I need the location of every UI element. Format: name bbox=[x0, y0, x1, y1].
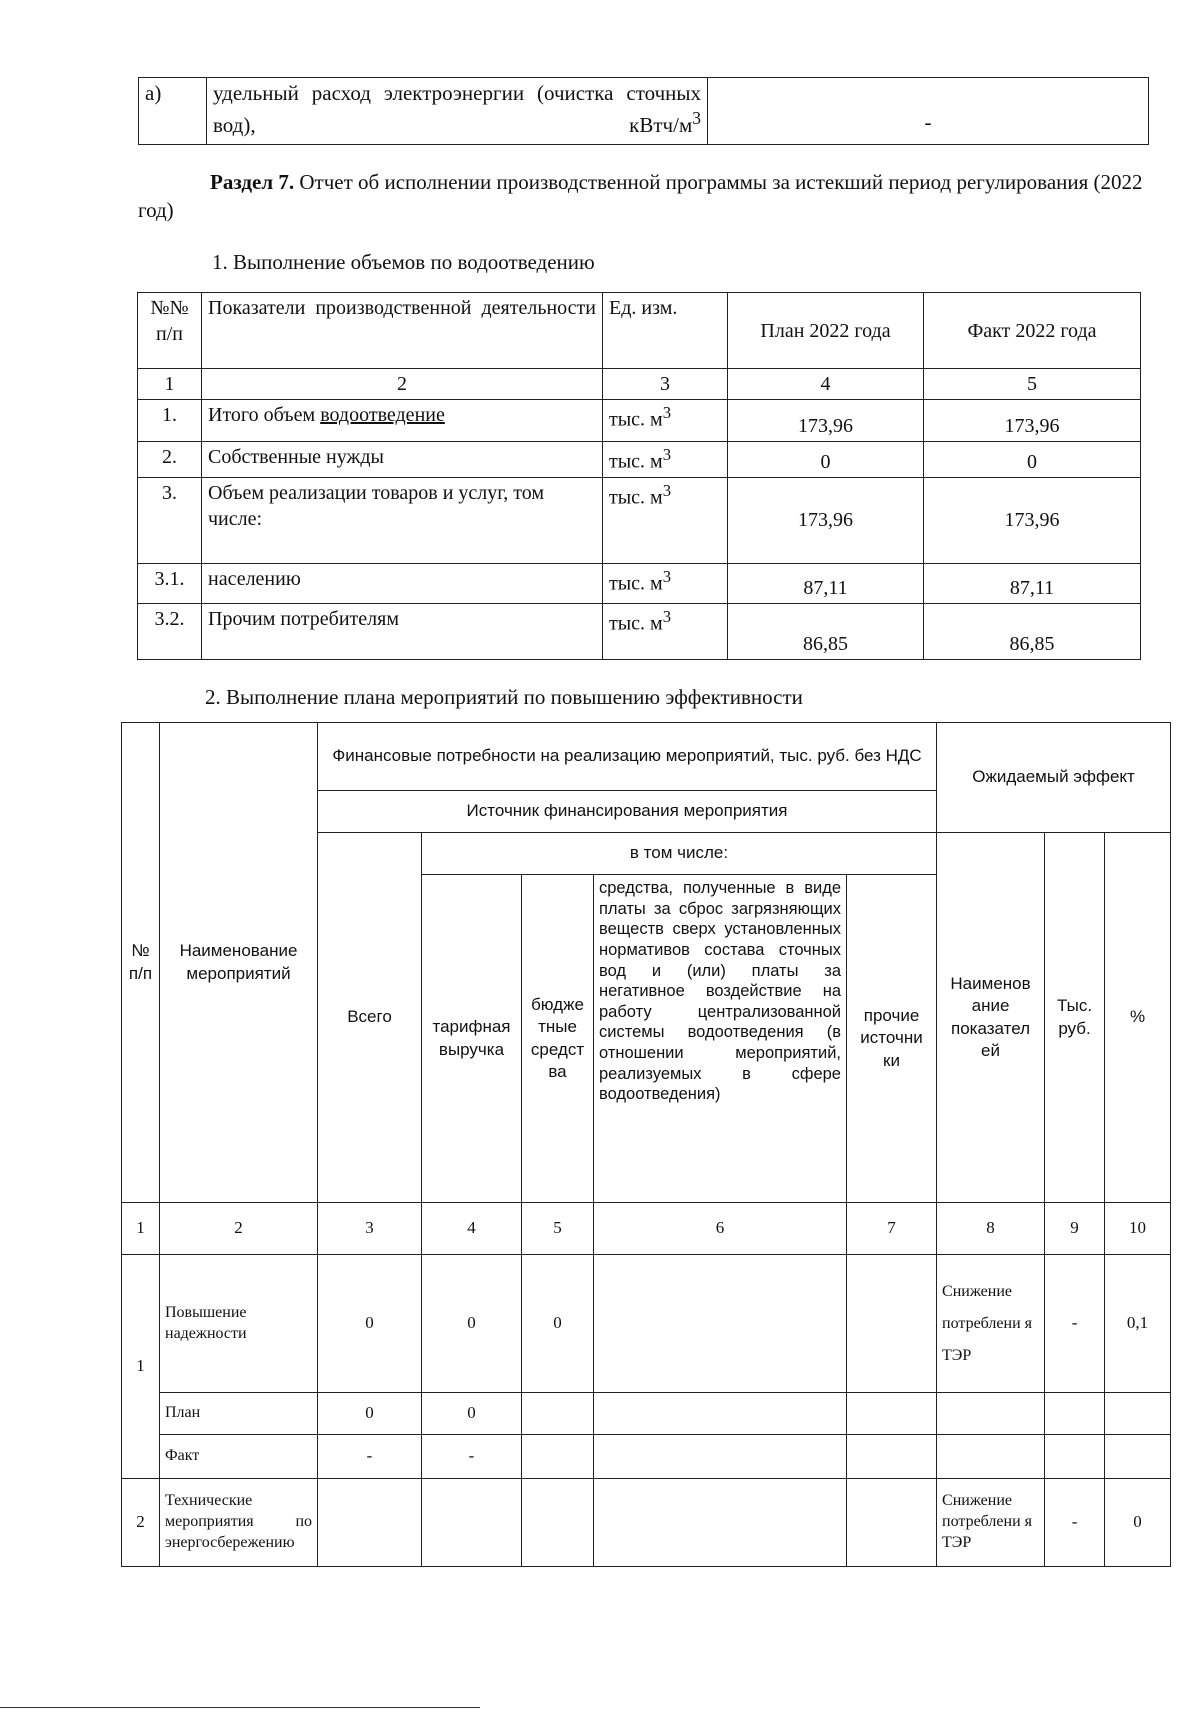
header-total: Всего bbox=[318, 833, 422, 1203]
efficiency-table bbox=[121, 722, 1171, 1567]
row-unit bbox=[603, 477, 728, 563]
row-plan-label: План bbox=[160, 1393, 318, 1435]
empty-cell bbox=[847, 1393, 937, 1435]
unit-text: тыс. м bbox=[609, 612, 663, 635]
index-cell: 4 bbox=[728, 369, 924, 400]
row-name: Повышение надежности bbox=[160, 1255, 318, 1393]
header-num: №№ п/п bbox=[138, 293, 202, 369]
header-including: в том числе: bbox=[422, 833, 937, 875]
row-budget: 0 bbox=[522, 1255, 594, 1393]
section-text: Отчет об исполнении производственной программы за истекший период регулирования (2022 год) bbox=[138, 170, 1143, 223]
row-effect-rub: - bbox=[1045, 1479, 1105, 1567]
row-tariff: 0 bbox=[422, 1255, 522, 1393]
row-name: Объем реализации товаров и услуг, том числе: bbox=[202, 477, 603, 563]
row-fact: 173,96 bbox=[924, 477, 1141, 563]
index-cell: 3 bbox=[603, 369, 728, 400]
index-cell: 7 bbox=[847, 1203, 937, 1255]
header-effect: Ожидаемый эффект bbox=[937, 723, 1171, 833]
index-cell: 1 bbox=[122, 1203, 160, 1255]
unit-superscript: 3 bbox=[662, 566, 672, 586]
row-effect-pct: 0,1 bbox=[1105, 1255, 1171, 1393]
row-num: 1. bbox=[138, 400, 202, 442]
row-name-text: Итого объем bbox=[208, 404, 321, 426]
row-fact: 0 bbox=[924, 442, 1141, 478]
volumes-table bbox=[137, 292, 1141, 660]
empty-cell bbox=[937, 1435, 1045, 1479]
header-budget: бюдже тные средст ва bbox=[522, 875, 594, 1203]
table-row bbox=[122, 1479, 1171, 1567]
header-name: Наименование мероприятий bbox=[160, 723, 318, 1203]
index-row bbox=[138, 369, 1141, 400]
row-num: 3.1. bbox=[138, 563, 202, 603]
table-row bbox=[122, 1435, 1171, 1479]
empty-cell bbox=[1105, 1435, 1171, 1479]
footer-rule bbox=[0, 1707, 480, 1708]
row-fact-tariff: - bbox=[422, 1435, 522, 1479]
index-cell: 4 bbox=[422, 1203, 522, 1255]
row-plan: 0 bbox=[728, 442, 924, 478]
subsection-title-1: 1. Выполнение объемов по водоотведению bbox=[212, 250, 595, 274]
index-cell: 1 bbox=[138, 369, 202, 400]
table-row bbox=[138, 442, 1141, 478]
row-fact: 173,96 bbox=[924, 400, 1141, 442]
header-row bbox=[138, 293, 1141, 369]
unit-text: тыс. м bbox=[609, 450, 663, 473]
empty-cell bbox=[1045, 1393, 1105, 1435]
row-fact-label: Факт bbox=[160, 1435, 318, 1479]
empty-cell bbox=[594, 1479, 847, 1567]
row-name: Прочим потребителям bbox=[202, 603, 603, 659]
row-value: - bbox=[708, 78, 1149, 145]
row-name: Технические мероприятия по энергосбережению bbox=[160, 1479, 318, 1567]
empty-cell bbox=[847, 1435, 937, 1479]
index-cell: 10 bbox=[1105, 1203, 1171, 1255]
unit-superscript: 3 bbox=[662, 403, 672, 422]
row-other bbox=[847, 1255, 937, 1393]
row-effect-pct: 0 bbox=[1105, 1479, 1171, 1567]
row-plan: 173,96 bbox=[728, 477, 924, 563]
index-cell: 8 bbox=[937, 1203, 1045, 1255]
unit-superscript: 3 bbox=[662, 480, 672, 500]
index-cell: 5 bbox=[924, 369, 1141, 400]
row-name-underlined: водоотведение bbox=[320, 404, 445, 426]
description-text: удельный расход электроэнергии (очистка сточных вод), кВтч/м bbox=[213, 81, 701, 138]
row-plan-total: 0 bbox=[318, 1393, 422, 1435]
empty-cell bbox=[594, 1435, 847, 1479]
table-row bbox=[122, 1255, 1171, 1393]
row-description bbox=[207, 78, 708, 145]
row-plan: 86,85 bbox=[728, 603, 924, 659]
row-unit bbox=[603, 442, 728, 478]
empty-cell bbox=[422, 1479, 522, 1567]
row-plan: 87,11 bbox=[728, 563, 924, 603]
index-cell: 2 bbox=[160, 1203, 318, 1255]
row-unit bbox=[603, 400, 728, 442]
row-fact-total: - bbox=[318, 1435, 422, 1479]
index-cell: 6 bbox=[594, 1203, 847, 1255]
unit-superscript: 3 bbox=[692, 108, 701, 129]
empty-cell bbox=[937, 1393, 1045, 1435]
table-row bbox=[139, 78, 1149, 145]
header-financial: Финансовые потребности на реализацию мероприятий, тыс. руб. без НДС bbox=[318, 723, 937, 791]
header-row bbox=[122, 723, 1171, 791]
empty-cell bbox=[318, 1479, 422, 1567]
subsection-title-2: 2. Выполнение плана мероприятий по повышению эффективности bbox=[205, 685, 803, 709]
unit-superscript: 3 bbox=[662, 606, 672, 626]
header-indicator-name: Наименов ание показател ей bbox=[937, 833, 1045, 1203]
row-plan: 173,96 bbox=[728, 400, 924, 442]
table-row bbox=[138, 477, 1141, 563]
table-row bbox=[138, 603, 1141, 659]
section-number: Раздел 7. bbox=[210, 170, 295, 194]
index-cell: 2 bbox=[202, 369, 603, 400]
row-fees bbox=[594, 1255, 847, 1393]
unit-superscript: 3 bbox=[662, 445, 672, 464]
header-unit: Ед. изм. bbox=[603, 293, 728, 369]
table-row bbox=[122, 1393, 1171, 1435]
unit-text: тыс. м bbox=[609, 486, 663, 509]
row-num: 2. bbox=[138, 442, 202, 478]
header-fact: Факт 2022 года bbox=[924, 293, 1141, 369]
row-unit bbox=[603, 563, 728, 603]
unit-text: тыс. м bbox=[609, 408, 663, 431]
index-cell: 9 bbox=[1045, 1203, 1105, 1255]
empty-cell bbox=[847, 1479, 937, 1567]
empty-cell bbox=[522, 1393, 594, 1435]
row-effect-name: Снижение потреблени я ТЭР bbox=[937, 1255, 1045, 1393]
row-name: населению bbox=[202, 563, 603, 603]
table-row bbox=[138, 563, 1141, 603]
header-plan: План 2022 года bbox=[728, 293, 924, 369]
table-row bbox=[138, 400, 1141, 442]
empty-cell bbox=[1045, 1435, 1105, 1479]
index-row bbox=[122, 1203, 1171, 1255]
empty-cell bbox=[522, 1435, 594, 1479]
top-table bbox=[138, 77, 1149, 145]
row-fact: 87,11 bbox=[924, 563, 1141, 603]
row-plan-tariff: 0 bbox=[422, 1393, 522, 1435]
row-num: 3. bbox=[138, 477, 202, 563]
empty-cell bbox=[1105, 1393, 1171, 1435]
index-cell: 3 bbox=[318, 1203, 422, 1255]
header-thousand-rub: Тыс. руб. bbox=[1045, 833, 1105, 1203]
header-source: Источник финансирования мероприятия bbox=[318, 791, 937, 833]
row-total: 0 bbox=[318, 1255, 422, 1393]
unit-text: тыс. м bbox=[609, 572, 663, 595]
row-unit bbox=[603, 603, 728, 659]
row-label: а) bbox=[139, 78, 207, 145]
index-cell: 5 bbox=[522, 1203, 594, 1255]
header-num: № п/п bbox=[122, 723, 160, 1203]
row-fact: 86,85 bbox=[924, 603, 1141, 659]
row-name bbox=[202, 400, 603, 442]
header-tariff: тарифная выручка bbox=[422, 875, 522, 1203]
header-percent: % bbox=[1105, 833, 1171, 1203]
section-title bbox=[138, 168, 1148, 225]
header-other: прочие источни ки bbox=[847, 875, 937, 1203]
row-num: 3.2. bbox=[138, 603, 202, 659]
row-num: 2 bbox=[122, 1479, 160, 1567]
header-fees: средства, полученные в виде платы за сброс загрязняющих веществ сверх установленных нормативов состава сточных вод и (или) платы за негативное воздействие на работу централизованной системы водоотведения (в отношении мероприятий, реализуемых в сфере водоотведения) bbox=[594, 875, 847, 1203]
empty-cell bbox=[594, 1393, 847, 1435]
empty-cell bbox=[522, 1479, 594, 1567]
row-name: Собственные нужды bbox=[202, 442, 603, 478]
row-num: 1 bbox=[122, 1255, 160, 1479]
row-effect-name: Снижение потреблени я ТЭР bbox=[937, 1479, 1045, 1567]
header-indicator: Показатели производственной деятельности bbox=[202, 293, 603, 369]
row-effect-rub: - bbox=[1045, 1255, 1105, 1393]
